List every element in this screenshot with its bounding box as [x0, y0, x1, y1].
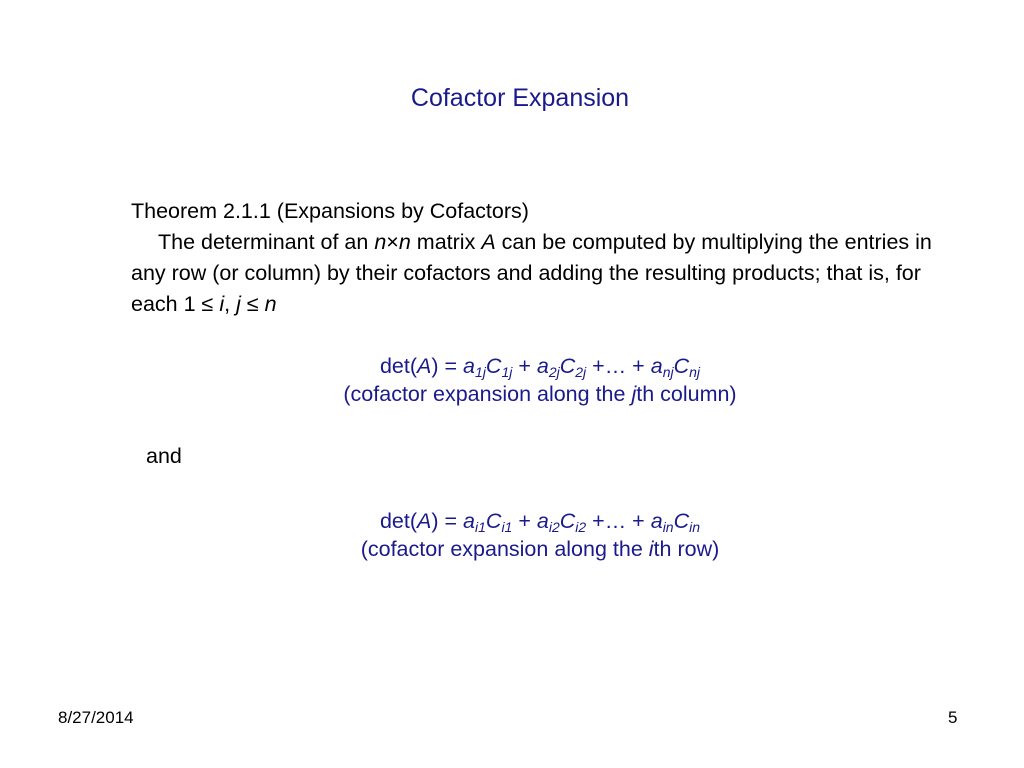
- leq-symbol: ≤: [246, 292, 259, 316]
- plus: +: [512, 509, 537, 533]
- var-a: a: [536, 509, 549, 533]
- leq-symbol: ≤: [201, 292, 214, 316]
- row-expansion-formula: [0, 507, 1024, 563]
- equals: ) =: [431, 354, 464, 378]
- caption-text: th row): [653, 537, 720, 561]
- subscript: 2j: [575, 364, 587, 380]
- var-A: A: [417, 354, 432, 378]
- var-n: n: [374, 230, 387, 254]
- caption-text: (cofactor expansion along the: [360, 537, 649, 561]
- var-a: a: [536, 354, 549, 378]
- theorem-statement: [131, 227, 951, 320]
- subscript: 1j: [501, 364, 513, 380]
- var-a: a: [650, 509, 663, 533]
- det-label: det(: [379, 509, 418, 533]
- var-a: a: [463, 354, 475, 378]
- var-C: C: [485, 354, 502, 378]
- and-text: and: [146, 444, 182, 468]
- var-n: n: [264, 292, 277, 316]
- var-n: n: [398, 230, 411, 254]
- theorem-text-2: matrix: [410, 230, 482, 254]
- var-A: A: [417, 509, 432, 533]
- var-C: C: [559, 509, 576, 533]
- formula-caption: [0, 535, 1024, 563]
- subscript: i2: [548, 519, 560, 535]
- caption-text: th column): [636, 382, 737, 406]
- subscript: in: [662, 519, 674, 535]
- var-j: j: [236, 292, 241, 316]
- var-C: C: [485, 509, 502, 533]
- ellipsis: +… +: [586, 354, 651, 378]
- var-a: a: [463, 509, 475, 533]
- caption-text: (cofactor expansion along the: [343, 382, 632, 406]
- det-label: det(: [379, 354, 418, 378]
- page-number: 5: [948, 708, 958, 727]
- footer-date: 8/27/2014: [58, 708, 134, 727]
- column-expansion-formula: [0, 352, 1024, 408]
- subscript: i1: [475, 519, 486, 535]
- subscript: nj: [689, 364, 701, 380]
- var-C: C: [673, 354, 690, 378]
- var-C: C: [559, 354, 576, 378]
- theorem-text-3: can be computed by multiplying the entries in any row (or column) by their cofactors and adding the resulting products; that is, for each 1: [131, 230, 932, 316]
- times-symbol: ×: [386, 230, 399, 254]
- subscript: 1j: [475, 364, 486, 380]
- plus: +: [512, 354, 537, 378]
- var-j: j: [631, 382, 637, 406]
- slide-title: Cofactor Expansion: [410, 84, 630, 112]
- subscript: i2: [575, 519, 587, 535]
- ellipsis: +… +: [586, 509, 651, 533]
- equals: ) =: [431, 509, 464, 533]
- formula-caption: [0, 380, 1024, 408]
- subscript: in: [689, 519, 701, 535]
- var-i: i: [219, 292, 225, 316]
- subscript: nj: [662, 364, 674, 380]
- subscript: i1: [501, 519, 513, 535]
- theorem-heading: Theorem 2.1.1 (Expansions by Cofactors): [131, 199, 529, 223]
- var-i: i: [648, 537, 654, 561]
- var-C: C: [673, 509, 690, 533]
- theorem-text-1: The determinant of an: [158, 230, 375, 254]
- subscript: 2j: [548, 364, 560, 380]
- formula-line: [0, 352, 1024, 380]
- comma: ,: [224, 292, 237, 316]
- formula-line: [0, 507, 1024, 535]
- var-a: a: [650, 354, 663, 378]
- var-A: A: [481, 230, 496, 254]
